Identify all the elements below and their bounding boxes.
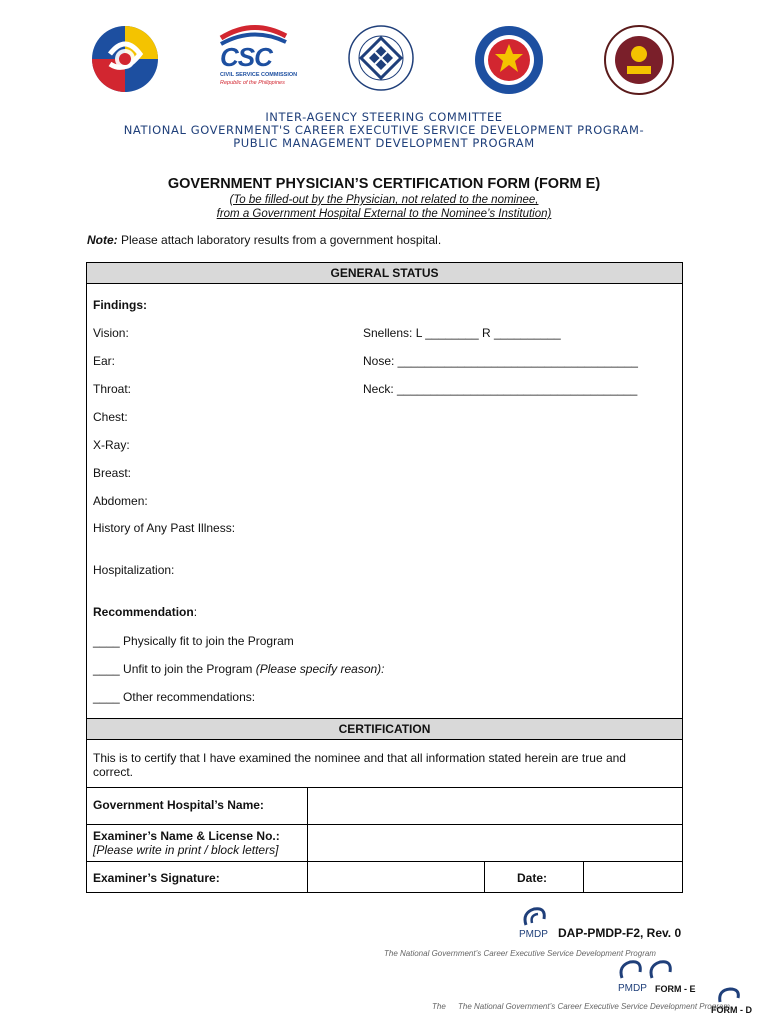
- nose-field[interactable]: Nose: ____________________________________: [363, 354, 638, 368]
- recommendation-colon: :: [193, 605, 198, 619]
- dbm-seal-logo: [473, 24, 545, 96]
- csc-logo-sub2: Republic of the Philippines: [220, 80, 285, 86]
- examiner-name-hint: [Please write in print / block letters]: [93, 843, 279, 857]
- logo-row: [0, 24, 768, 104]
- note-label: Note:: [87, 233, 118, 247]
- pmdp-logo-icon: [518, 905, 550, 929]
- program-footer-text: The National Government’s Career Executive Service Development Program: [384, 949, 656, 958]
- certification-form: [86, 262, 683, 893]
- form-subtitle-1: (To be filled-out by the Physician, not related to the nominee,: [229, 194, 539, 206]
- date-field[interactable]: [584, 862, 682, 892]
- dof-seal-logo: [603, 24, 675, 96]
- abdomen-label[interactable]: Abdomen:: [93, 494, 148, 508]
- pmdp-label-2: PMDP: [618, 983, 647, 994]
- signature-label: Examiner’s Signature:: [93, 871, 220, 885]
- date-label: Date:: [517, 871, 548, 885]
- column-divider: [484, 861, 485, 893]
- dap-logo: [90, 24, 160, 94]
- rec-unfit-text: ____ Unfit to join the Program: [93, 662, 256, 676]
- ear-label[interactable]: Ear:: [93, 354, 116, 368]
- general-status-heading: GENERAL STATUS: [87, 263, 682, 284]
- form-title: GOVERNMENT PHYSICIAN’S CERTIFICATION FORM (FORM E): [167, 176, 601, 192]
- pmdp-label: PMDP: [519, 929, 548, 940]
- throat-label[interactable]: Throat:: [93, 382, 132, 396]
- chest-label[interactable]: Chest:: [93, 410, 128, 424]
- signature-field[interactable]: [308, 862, 484, 892]
- hospital-name-field[interactable]: [308, 788, 682, 824]
- committee-line-2: NATIONAL GOVERNMENT'S CAREER EXECUTIVE SERVICE DEVELOPMENT PROGRAM-: [123, 123, 645, 137]
- note-text: Please attach laboratory results from a government hospital.: [117, 233, 442, 247]
- pmdp-logo-icon-3: [716, 986, 740, 1004]
- recommendation-label: [93, 605, 197, 619]
- certification-statement-1: This is to certify that I have examined the nominee and that all information stated herein are true and: [93, 751, 626, 765]
- findings-label: Findings:: [93, 298, 147, 312]
- committee-header: [0, 111, 768, 150]
- rec-physically-fit[interactable]: ____ Physically fit to join the Program: [93, 634, 294, 648]
- document-code: DAP-PMDP-F2, Rev. 0: [558, 926, 682, 940]
- csc-logo-sub1: CIVIL SERVICE COMMISSION: [220, 72, 298, 78]
- committee-line-3: PUBLIC MANAGEMENT DEVELOPMENT PROGRAM: [233, 136, 535, 150]
- history-label[interactable]: History of Any Past Illness:: [93, 521, 236, 535]
- neck-field[interactable]: Neck: ____________________________________: [363, 382, 638, 396]
- snellens-field[interactable]: Snellens: L ________ R __________: [363, 326, 561, 340]
- committee-line-1: INTER-AGENCY STEERING COMMITTEE: [265, 110, 503, 124]
- form-subtitle-2: from a Government Hospital External to the Nominee’s Institution): [216, 208, 552, 220]
- rec-unfit[interactable]: [93, 662, 385, 676]
- examiner-name-label: Examiner’s Name & License No.:: [93, 829, 280, 843]
- form-e-label: FORM - E: [655, 984, 696, 994]
- breast-label[interactable]: Breast:: [93, 466, 132, 480]
- program-footer-text-2: The National Government’s Career Executive Service Development Program: [458, 1002, 730, 1011]
- pmdp-logo-icon-2: [616, 958, 672, 982]
- vision-label[interactable]: Vision:: [93, 326, 129, 340]
- the-text: The: [432, 1002, 446, 1011]
- agency-seal-logo: [345, 24, 417, 92]
- recommendation-label-text: Recommendation: [93, 605, 194, 619]
- hospital-name-label: Government Hospital’s Name:: [93, 798, 264, 812]
- csc-logo-text: CSC: [220, 42, 272, 72]
- form-d-label: FORM - D: [711, 1005, 752, 1015]
- note: [87, 233, 441, 247]
- csc-logo: [216, 24, 298, 94]
- rec-unfit-reason: (Please specify reason):: [255, 662, 385, 676]
- certification-heading: CERTIFICATION: [87, 719, 682, 740]
- certification-statement-2: correct.: [93, 765, 134, 779]
- hospitalization-label[interactable]: Hospitalization:: [93, 563, 175, 577]
- xray-label[interactable]: X-Ray:: [93, 438, 130, 452]
- rec-other[interactable]: ____ Other recommendations:: [93, 690, 256, 704]
- examiner-name-field[interactable]: [308, 825, 682, 861]
